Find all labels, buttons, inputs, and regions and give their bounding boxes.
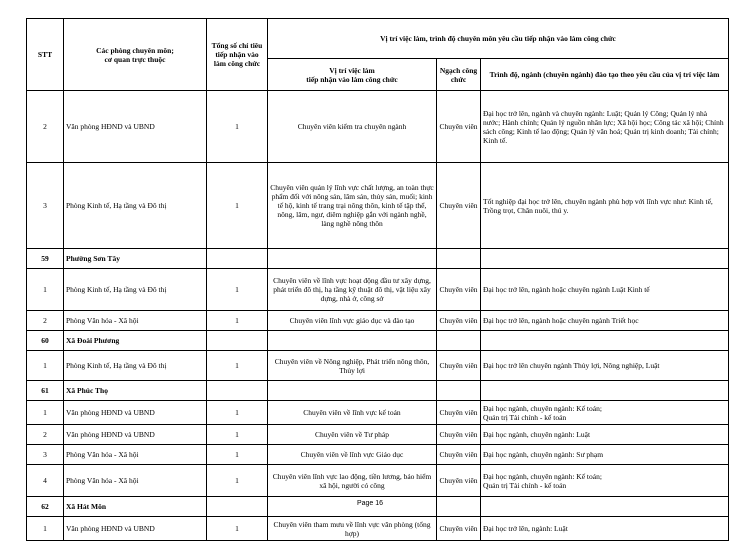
row-position: Chuyên viên về Nông nghiệp, Phát triển nông thôn, Thủy lợi — [268, 351, 437, 381]
row-qualification: Đại học trở lên, ngành hoặc chuyên ngành Luật Kinh tế — [481, 269, 729, 311]
row-rank: Chuyên viên — [437, 517, 481, 541]
row-quota: 1 — [207, 351, 268, 381]
section-number: 60 — [27, 331, 64, 351]
row-position: Chuyên viên về lĩnh vực kế toán — [268, 401, 437, 425]
row-stt: 3 — [27, 445, 64, 465]
table-row — [27, 311, 729, 331]
row-quota: 1 — [207, 445, 268, 465]
row-dept: Văn phòng HĐND và UBND — [64, 425, 207, 445]
row-position: Chuyên viên lĩnh vực lao động, tiền lương, bảo hiểm xã hội, người có công — [268, 465, 437, 497]
row-stt: 2 — [27, 311, 64, 331]
row-dept: Phòng Văn hóa - Xã hội — [64, 445, 207, 465]
table-row — [27, 269, 729, 311]
empty-cell — [481, 381, 729, 401]
header-group: Vị trí việc làm, trình độ chuyên môn yêu cầu tiếp nhận vào làm công chức — [268, 19, 729, 59]
row-position: Chuyên viên tham mưu về lĩnh vực văn phòng (tổng hợp) — [268, 517, 437, 541]
header-dept-text: Các phòng chuyên môn; cơ quan trực thuộc — [96, 45, 174, 64]
row-stt: 2 — [27, 425, 64, 445]
row-stt: 1 — [27, 401, 64, 425]
header-position — [268, 59, 437, 91]
row-rank: Chuyên viên — [437, 465, 481, 497]
row-quota: 1 — [207, 517, 268, 541]
section-name: Phường Sơn Tây — [64, 249, 207, 269]
row-dept: Văn phòng HĐND và UBND — [64, 401, 207, 425]
row-dept: Phòng Kinh tế, Hạ tầng và Đô thị — [64, 163, 207, 249]
table-row — [27, 91, 729, 163]
section-name: Xã Hát Môn — [64, 497, 207, 517]
row-qualification: Đại học trở lên, ngành hoặc chuyên ngành Triết học — [481, 311, 729, 331]
empty-cell — [207, 331, 268, 351]
section-name: Xã Phúc Thọ — [64, 381, 207, 401]
row-rank: Chuyên viên — [437, 401, 481, 425]
row-position: Chuyên viên lĩnh vực giáo dục và đào tạo — [268, 311, 437, 331]
empty-cell — [268, 331, 437, 351]
section-row — [27, 331, 729, 351]
row-rank: Chuyên viên — [437, 425, 481, 445]
row-qualification: Đại học ngành, chuyên ngành: Kế toán; Quản trị Tài chính - kế toán — [481, 401, 729, 425]
header-stt: STT — [27, 19, 64, 91]
row-quota: 1 — [207, 163, 268, 249]
empty-cell — [437, 249, 481, 269]
row-rank: Chuyên viên — [437, 311, 481, 331]
empty-cell — [268, 249, 437, 269]
row-qualification: Đại học ngành, chuyên ngành: Sư phạm — [481, 445, 729, 465]
row-quota: 1 — [207, 91, 268, 163]
row-dept: Phòng Kinh tế, Hạ tầng và Đô thị — [64, 269, 207, 311]
row-rank: Chuyên viên — [437, 91, 481, 163]
row-rank: Chuyên viên — [437, 445, 481, 465]
empty-cell — [437, 381, 481, 401]
table-row — [27, 465, 729, 497]
empty-cell — [481, 331, 729, 351]
row-qualification: Đại học trở lên, ngành: Luật — [481, 517, 729, 541]
row-qualification: Đại học ngành, chuyên ngành: Luật — [481, 425, 729, 445]
row-quota: 1 — [207, 311, 268, 331]
table-row — [27, 351, 729, 381]
table-row — [27, 425, 729, 445]
row-stt: 1 — [27, 351, 64, 381]
recruitment-table — [26, 18, 729, 541]
row-stt: 1 — [27, 517, 64, 541]
row-position: Chuyên viên về lĩnh vực Giáo dục — [268, 445, 437, 465]
empty-cell — [437, 331, 481, 351]
row-stt: 3 — [27, 163, 64, 249]
row-dept: Văn phòng HĐND và UBND — [64, 517, 207, 541]
row-dept: Văn phòng HĐND và UBND — [64, 91, 207, 163]
empty-cell — [207, 249, 268, 269]
row-position: Chuyên viên về Tư pháp — [268, 425, 437, 445]
row-position: Chuyên viên quản lý lĩnh vực chất lượng, an toàn thực phẩm đối với nông sản, lâm sản, thủy sản, muối; kinh tế hộ, kinh tế trang trại nông thôn, kinh tế tập thể, nông, lâm, ngư, diêm nghiệp gắn với ngành nghề, làng nghề nông thôn — [268, 163, 437, 249]
section-number: 62 — [27, 497, 64, 517]
table-row — [27, 517, 729, 541]
row-position: Chuyên viên về lĩnh vực hoạt động đầu tư xây dựng, phát triển đô thị, hạ tầng kỹ thuật đô thị, vật liệu xây dựng, nhà ở, công sở — [268, 269, 437, 311]
row-quota: 1 — [207, 425, 268, 445]
section-number: 61 — [27, 381, 64, 401]
table-row — [27, 445, 729, 465]
header-quota: Tổng số chỉ tiêu tiếp nhận vào làm công chức — [207, 19, 268, 91]
row-rank: Chuyên viên — [437, 351, 481, 381]
row-rank: Chuyên viên — [437, 269, 481, 311]
table-body — [27, 91, 729, 541]
row-stt: 4 — [27, 465, 64, 497]
page-number: Page 16 — [356, 500, 384, 507]
section-number: 59 — [27, 249, 64, 269]
row-qualification: Tốt nghiệp đại học trở lên, chuyên ngành phù hợp với lĩnh vực như: Kinh tế, Trồng trọt, Chăn nuôi, thú y. — [481, 163, 729, 249]
empty-cell — [268, 381, 437, 401]
section-row — [27, 249, 729, 269]
empty-cell — [481, 249, 729, 269]
row-stt: 1 — [27, 269, 64, 311]
header-dept — [64, 19, 207, 91]
row-quota: 1 — [207, 465, 268, 497]
header-qualification: Trình độ, ngành (chuyên ngành) đào tạo theo yêu cầu của vị trí việc làm — [481, 59, 729, 91]
row-quota: 1 — [207, 401, 268, 425]
row-stt: 2 — [27, 91, 64, 163]
row-position: Chuyên viên kiểm tra chuyên ngành — [268, 91, 437, 163]
header-rank: Ngạch công chức — [437, 59, 481, 91]
document-page — [26, 18, 728, 541]
empty-cell — [207, 381, 268, 401]
row-dept: Phòng Văn hóa - Xã hội — [64, 311, 207, 331]
header-position-text: Vị trí việc làm tiếp nhận vào làm công chức — [306, 65, 398, 84]
row-quota: 1 — [207, 269, 268, 311]
row-rank: Chuyên viên — [437, 163, 481, 249]
table-row — [27, 401, 729, 425]
row-dept: Phòng Văn hóa - Xã hội — [64, 465, 207, 497]
row-qualification: Đại học trở lên, ngành và chuyên ngành: Luật; Quản lý Công; Quản lý nhà nước; Hành chính; Quản lý nguồn nhân lực; Xã hội học; Công tác xã hội; Chính sách công; Kinh tế lao động; Quản lý văn hoá; Quản trị kinh doanh; Tài chính; Kinh tế. — [481, 91, 729, 163]
row-qualification: Đại học trở lên chuyên ngành Thủy lợi, Nông nghiệp, Luật — [481, 351, 729, 381]
row-dept: Phòng Kinh tế, Hạ tầng và Đô thị — [64, 351, 207, 381]
table-row — [27, 163, 729, 249]
section-name: Xã Đoài Phương — [64, 331, 207, 351]
row-qualification: Đại học ngành, chuyên ngành: Kế toán; Quản trị Tài chính - kế toán — [481, 465, 729, 497]
section-row — [27, 381, 729, 401]
